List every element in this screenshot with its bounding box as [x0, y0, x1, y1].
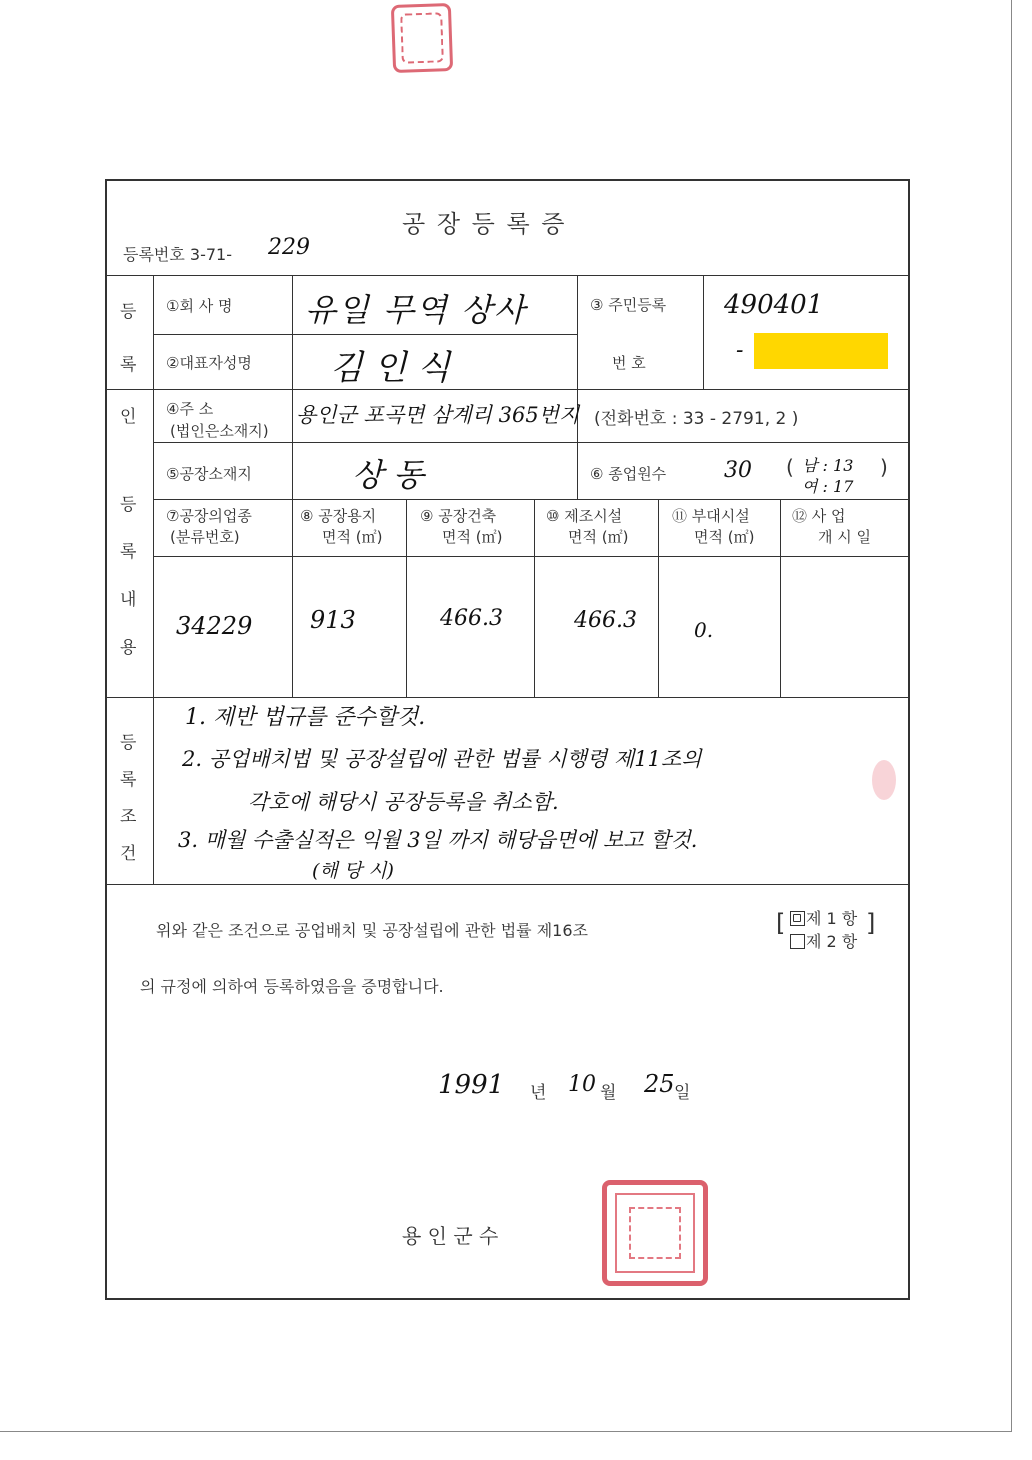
- auxiliary-area-value: 0.: [694, 618, 714, 642]
- employees-label: ⑥ 종업원수: [590, 465, 667, 483]
- issue-year: 1991: [438, 1070, 505, 1100]
- registrant-section-label-2: 록: [120, 355, 137, 375]
- article-option-2: [790, 929, 857, 952]
- option-1-checkbox: [790, 911, 805, 926]
- condition-line-5: (해 당 시): [312, 860, 394, 882]
- factory-location-value: 상 동: [352, 456, 424, 494]
- option-2-label: 제 2 항: [806, 932, 858, 951]
- conditions-section-label-4: 건: [120, 844, 137, 864]
- column-header-building-area: ⑨ 공장건축: [420, 507, 497, 525]
- factory-location-label: ⑤공장소재지: [166, 465, 252, 483]
- day-unit: 일: [674, 1083, 691, 1103]
- land-area-value: 913: [310, 606, 356, 634]
- column-header-industry: ⑦공장의업종: [166, 507, 252, 525]
- column-header-land-area: ⑧ 공장용지: [300, 507, 377, 525]
- industry-code-value: 34229: [176, 612, 253, 640]
- resident-number-value: 490401: [724, 290, 824, 320]
- column-header-start-date-sub: 개 시 일: [818, 528, 872, 546]
- conditions-section-label-2: 록: [120, 770, 137, 790]
- employees-male: 남 : 13: [802, 456, 854, 475]
- article-option-1: [790, 906, 857, 929]
- contents-section-label-4: 용: [120, 638, 137, 658]
- column-header-manufacturing-area-sub: 면적 (㎡): [568, 528, 629, 546]
- year-unit: 년: [530, 1083, 547, 1103]
- certification-statement-1: 위와 같은 조건으로 공업배치 및 공장설립에 관한 법률 제16조: [156, 921, 588, 940]
- official-seal-stamp: [602, 1180, 708, 1286]
- registrant-section-label-3: 인: [120, 407, 137, 427]
- certificate-title: 공 장 등 록 증: [402, 210, 567, 238]
- option-2-checkbox: [790, 934, 805, 949]
- conditions-section-label-1: 등: [120, 733, 137, 753]
- registrant-section-label-1: 등: [120, 302, 137, 322]
- contents-section-label-3: 내: [120, 590, 137, 610]
- contents-section-label-2: 록: [120, 542, 137, 562]
- resident-number-label-2: 번 호: [612, 354, 646, 372]
- column-header-land-area-sub: 면적 (㎡): [322, 528, 383, 546]
- issue-month: 10: [568, 1072, 596, 1097]
- column-header-auxiliary-area-sub: 면적 (㎡): [694, 528, 755, 546]
- issue-day: 25: [644, 1070, 675, 1098]
- representative-label: ②대표자성명: [166, 354, 252, 372]
- address-label-2: (법인은소재지): [170, 422, 269, 440]
- resident-number-dash: -: [736, 338, 744, 363]
- condition-line-2: 2. 공업배치법 및 공장설립에 관한 법률 시행령 제11조의: [182, 747, 702, 771]
- condition-line-3: 각호에 해당시 공장등록을 취소함.: [248, 790, 559, 814]
- redaction-box: [754, 333, 888, 369]
- address-label: ④주 소: [166, 400, 214, 418]
- column-header-manufacturing-area: ⑩ 제조시설: [546, 507, 623, 525]
- top-seal-stamp: [391, 3, 453, 73]
- column-header-auxiliary-area: ⑪ 부대시설: [672, 507, 750, 525]
- condition-line-1: 1. 제반 법규를 준수할것.: [185, 705, 426, 730]
- column-header-building-area-sub: 면적 (㎡): [442, 528, 503, 546]
- phone-number: (전화번호 : 33 - 2791, 2 ): [594, 409, 799, 429]
- column-header-start-date: ⑫ 사 업: [792, 507, 846, 525]
- registration-number-label: 등록번호 3-71-: [123, 245, 232, 264]
- month-unit: 월: [600, 1083, 617, 1103]
- manufacturing-area-value: 466.3: [574, 608, 637, 633]
- address-value: 용인군 포곡면 삼계리 365번지: [296, 403, 580, 427]
- option-1-label: 제 1 항: [806, 909, 858, 928]
- registration-number-value: 229: [268, 235, 310, 260]
- conditions-section-label-3: 조: [120, 807, 137, 827]
- building-area-value: 466.3: [440, 606, 503, 631]
- representative-value: 김 인 식: [330, 348, 451, 388]
- condition-line-4: 3. 매월 수출실적은 익월 3일 까지 해당읍면에 보고 할것.: [178, 828, 698, 852]
- company-name-label: ①회 사 명: [166, 297, 233, 315]
- column-header-industry-sub: (분류번호): [170, 528, 240, 546]
- employees-value: 30: [724, 458, 752, 483]
- employees-female: 여 : 17: [802, 477, 854, 496]
- resident-number-label: ③ 주민등록: [590, 296, 667, 314]
- company-name-value: 유일 무역 상사: [305, 291, 527, 329]
- contents-section-label-1: 등: [120, 495, 137, 515]
- issuer-name: 용 인 군 수: [402, 1224, 499, 1248]
- certification-statement-2: 의 규정에 의하여 등록하였음을 증명합니다.: [140, 977, 444, 996]
